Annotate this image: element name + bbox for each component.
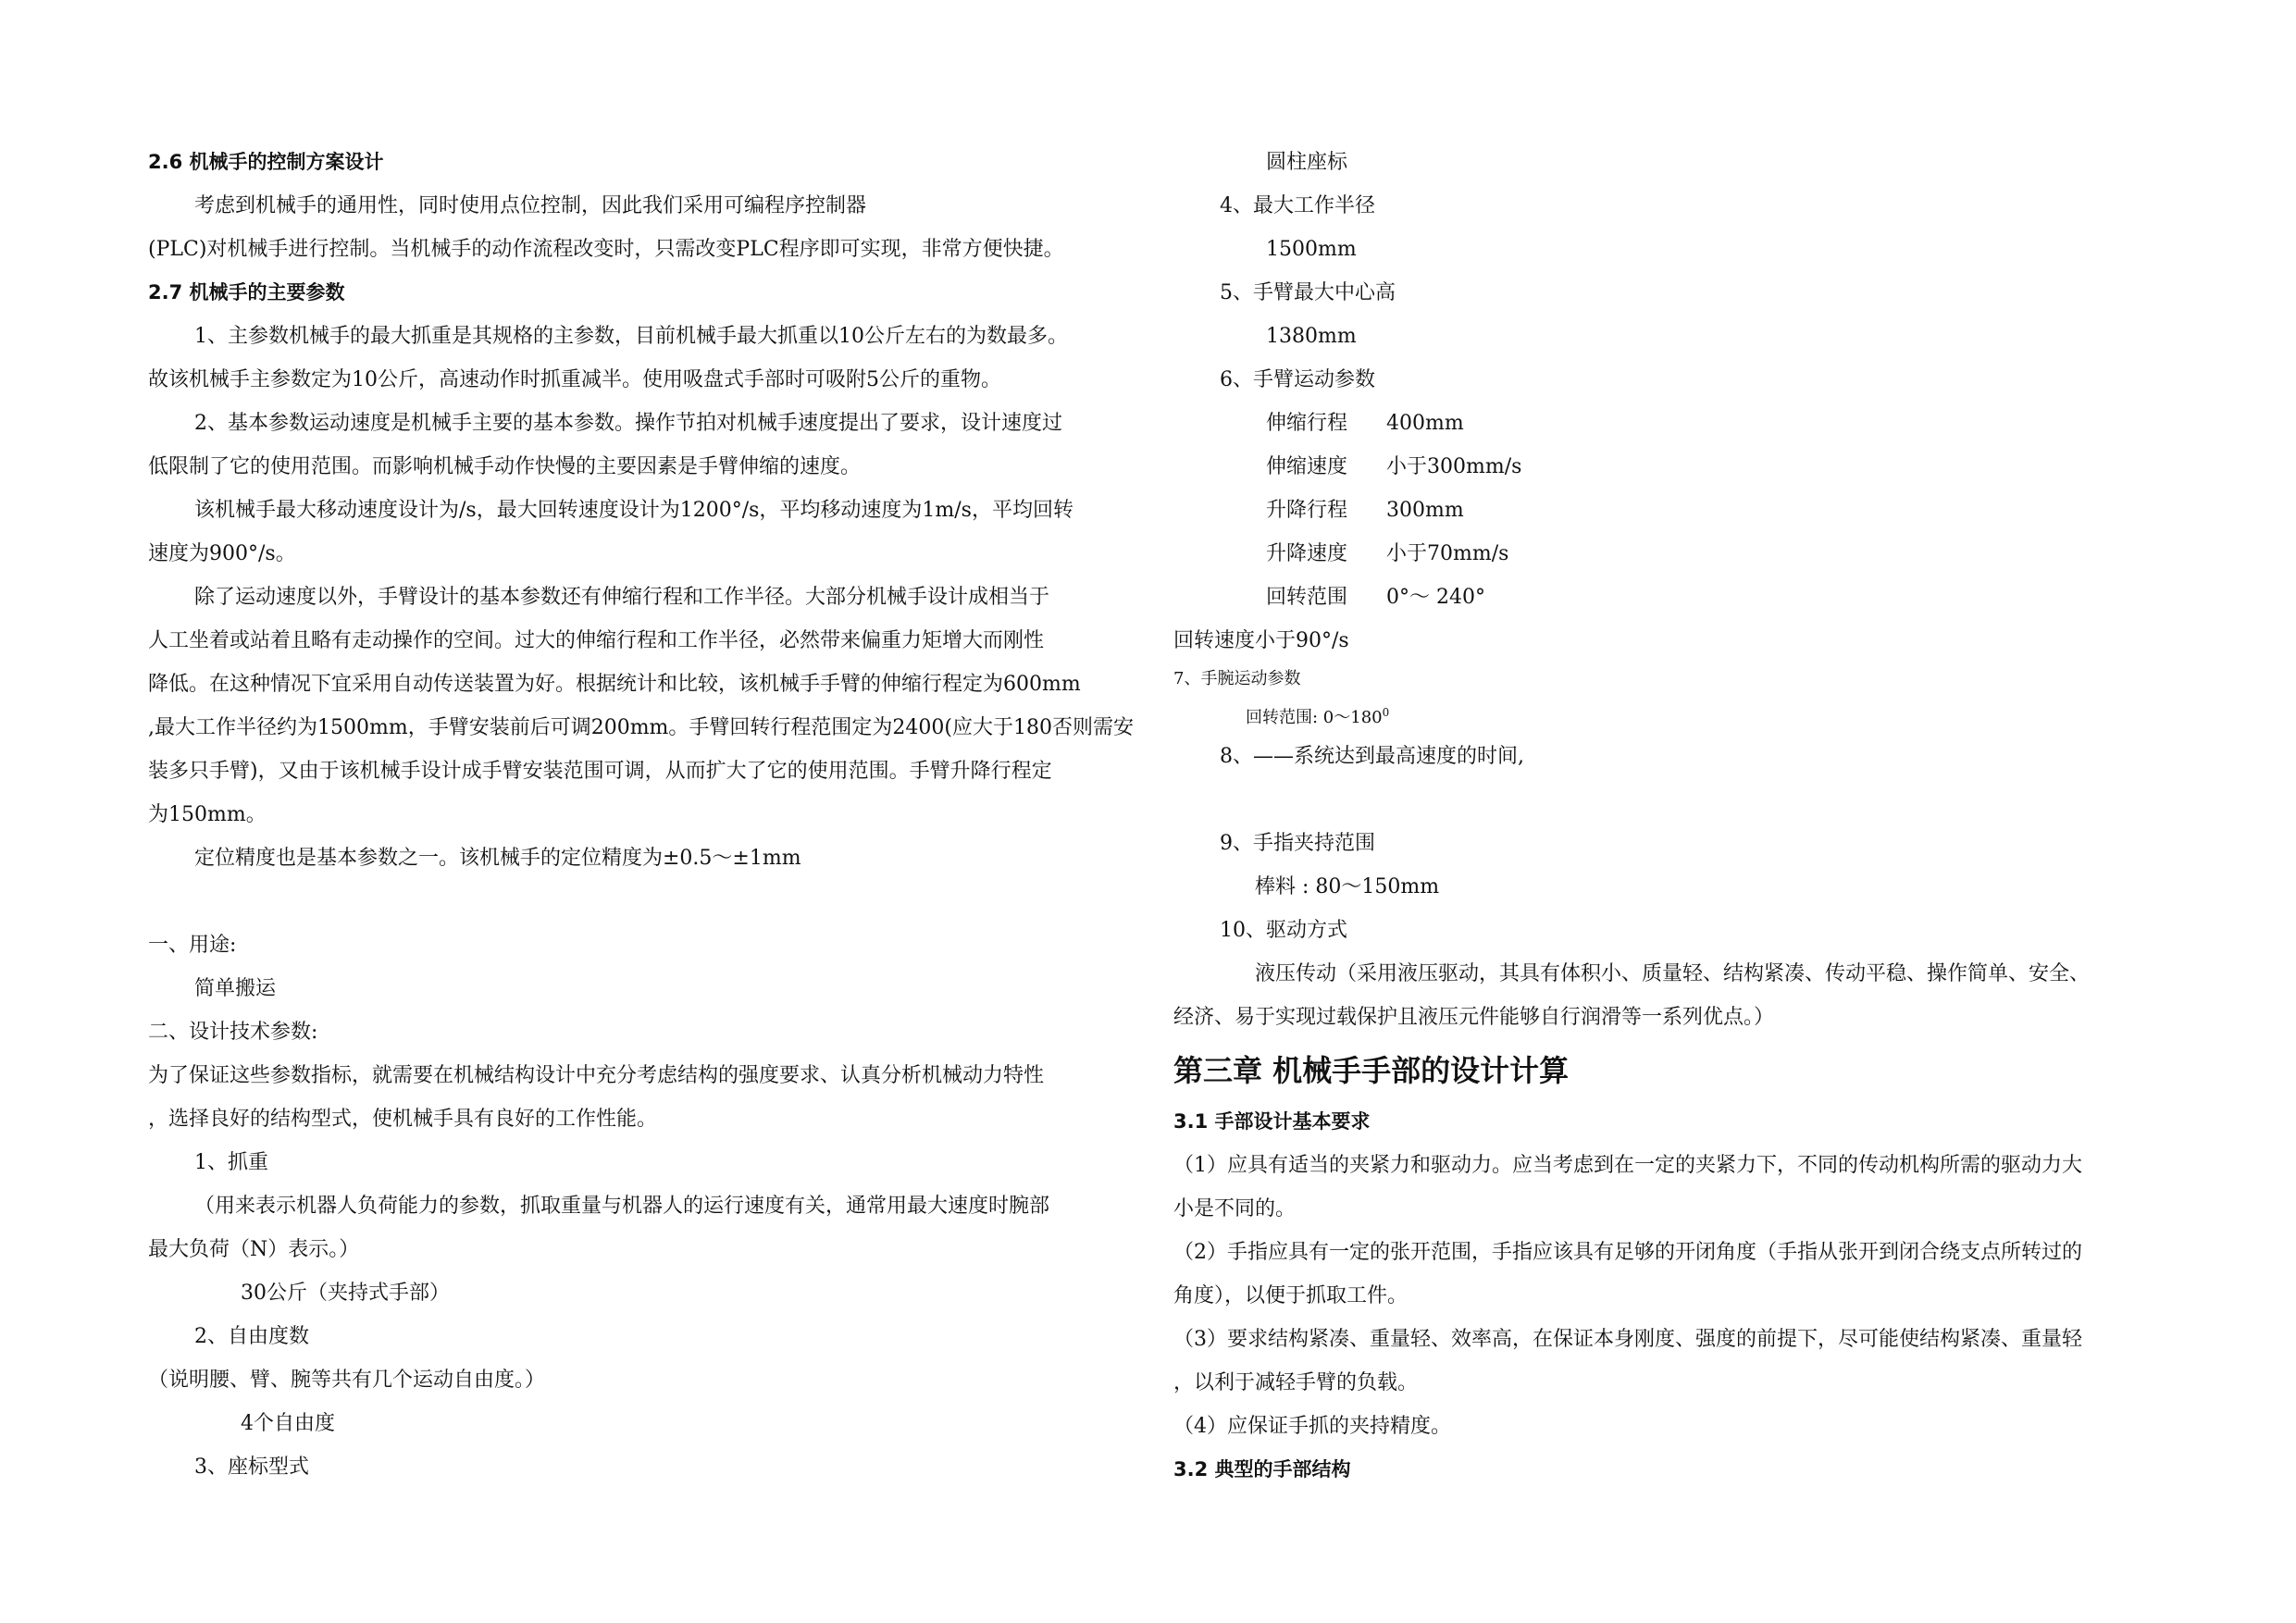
- parameter-name: 伸缩速度: [1266, 455, 1348, 478]
- paragraph: 为了保证这些参数指标，就需要在机械结构设计中充分考虑结构的强度要求、认真分析机械动力特性: [148, 1064, 1045, 1087]
- list-value: 4个自由度: [241, 1412, 335, 1435]
- paragraph: 该机械手最大移动速度设计为/s，最大回转速度设计为1200°/s，平均移动速度为1m/s，平均回转: [194, 499, 1074, 522]
- paragraph: （用来表示机器人负荷能力的参数，抓取重量与机器人的运行速度有关，通常用最大速度时腕部: [194, 1195, 1050, 1218]
- paragraph: （3）要求结构紧凑、重量轻、效率高，在保证本身刚度、强度的前提下，尽可能使结构紧凑、重量轻: [1173, 1328, 2083, 1351]
- section-heading-2-6: 2.6 机械手的控制方案设计: [148, 151, 384, 173]
- paragraph: 低限制了它的使用范围。而影响机械手动作快慢的主要因素是手臂伸缩的速度。: [148, 455, 862, 478]
- paragraph: ，以利于减轻手臂的负载。: [1173, 1371, 1419, 1394]
- list-value: 棒料 : 80～150mm: [1255, 875, 1440, 898]
- list-value: 简单搬运: [194, 977, 277, 1000]
- list-item: 3、座标型式: [194, 1456, 309, 1479]
- paragraph: 定位精度也是基本参数之一。该机械手的定位精度为±0.5～±1mm: [194, 847, 801, 870]
- parameter-value: 小于300mm/s: [1386, 455, 1522, 478]
- paragraph: 考虑到机械手的通用性，同时使用点位控制，因此我们采用可编程序控制器: [194, 194, 867, 217]
- list-value: 30公斤（夹持式手部）: [241, 1282, 450, 1305]
- paragraph: (PLC)对机械手进行控制。当机械手的动作流程改变时，只需改变PLC程序即可实现，非常方便快捷。: [148, 238, 1064, 261]
- paragraph: 角度），以便于抓取工件。: [1173, 1284, 1409, 1307]
- paragraph: 装多只手臂)，又由于该机械手设计成手臂安装范围可调，从而扩大了它的使用范围。手臂升降行程定: [148, 760, 1052, 783]
- parameter-value: 400mm: [1386, 412, 1464, 435]
- paragraph: 速度为900°/s。: [148, 542, 296, 565]
- list-item: 6、手臂运动参数: [1220, 368, 1375, 391]
- list-item: 2、自由度数: [194, 1325, 309, 1348]
- list-item: 1、抓重: [194, 1151, 268, 1174]
- paragraph: 故该机械手主参数定为10公斤，高速动作时抓重减半。使用吸盘式手部时可吸附5公斤的重物。: [148, 368, 1001, 391]
- paragraph: ,最大工作半径约为1500mm，手臂安装前后可调200mm。手臂回转行程范围定为2400(应大于180否则需安: [148, 716, 1134, 739]
- section-heading-3-1: 3.1 手部设计基本要求: [1173, 1110, 1371, 1133]
- paragraph: （2）手指应具有一定的张开范围，手指应该具有足够的开闭角度（手指从张开到闭合绕支点所转过的: [1173, 1241, 2083, 1264]
- rotation-speed: 回转速度小于90°/s: [1173, 629, 1349, 652]
- list-heading-usage: 一、用途:: [148, 934, 237, 957]
- paragraph: （说明腰、臂、腕等共有几个运动自由度。）: [148, 1369, 546, 1392]
- parameter-row: [1173, 402, 2154, 445]
- chapter-title: 第三章 机械手手部的设计计算: [1173, 1053, 1570, 1088]
- spacer: [148, 880, 1129, 923]
- list-item: 10、驱动方式: [1220, 919, 1347, 942]
- parameter-name: 升降行程: [1266, 499, 1348, 522]
- list-item: 9、手指夹持范围: [1220, 832, 1375, 855]
- list-item: 7、手腕运动参数: [1173, 669, 1301, 688]
- paragraph: 液压传动（采用液压驱动，其具有体积小、质量轻、结构紧凑、传动平稳、操作简单、安全、: [1255, 962, 2091, 985]
- parameter-row: [1173, 445, 2154, 489]
- paragraph: （1）应具有适当的夹紧力和驱动力。应当考虑到在一定的夹紧力下，不同的传动机构所需的驱动力大: [1173, 1154, 2083, 1177]
- parameter-name: 升降速度: [1266, 542, 1348, 565]
- parameter-name: 伸缩行程: [1266, 412, 1348, 435]
- paragraph: 2、基本参数运动速度是机械手主要的基本参数。操作节拍对机械手速度提出了要求，设计速度过: [194, 412, 1063, 435]
- paragraph: 降低。在这种情况下宜采用自动传送装置为好。根据统计和比较，该机械手手臂的伸缩行程定为600mm: [148, 673, 1081, 696]
- paragraph: 人工坐着或站着且略有走动操作的空间。过大的伸缩行程和工作半径，必然带来偏重力矩增大而刚性: [148, 629, 1045, 652]
- parameter-row: [1173, 576, 2154, 619]
- degree-superscript: 0: [1382, 706, 1390, 719]
- list-value: 1380mm: [1266, 325, 1357, 348]
- paragraph: 除了运动速度以外，手臂设计的基本参数还有伸缩行程和工作半径。大部分机械手设计成相当于: [194, 586, 1050, 609]
- paragraph: （4）应保证手抓的夹持精度。: [1173, 1415, 1451, 1438]
- paragraph: 最大负荷（N）表示。）: [148, 1238, 360, 1261]
- arm-parameter-list: [1173, 402, 2154, 619]
- parameter-value: 小于70mm/s: [1386, 542, 1509, 565]
- list-item: 4、最大工作半径: [1220, 194, 1375, 217]
- list-item: 5、手臂最大中心高: [1220, 281, 1396, 304]
- list-item: 8、——系统达到最高速度的时间,: [1220, 745, 1524, 768]
- paragraph: ，选择良好的结构型式，使机械手具有良好的工作性能。: [148, 1108, 658, 1131]
- section-heading-3-2: 3.2 典型的手部结构: [1173, 1458, 1351, 1481]
- parameter-row: [1173, 532, 2154, 576]
- list-value: 圆柱座标: [1266, 151, 1348, 174]
- paragraph: 为150mm。: [148, 803, 267, 826]
- paragraph: 小是不同的。: [1173, 1197, 1297, 1220]
- list-heading-parameters: 二、设计技术参数:: [148, 1021, 318, 1044]
- parameter-name: 回转范围: [1266, 586, 1348, 609]
- parameter-value: 300mm: [1386, 499, 1464, 522]
- parameter-value: 0°～ 240°: [1386, 586, 1485, 609]
- section-heading-2-7: 2.7 机械手的主要参数: [148, 281, 345, 304]
- paragraph: 经济、易于实现过载保护且液压元件能够自行润滑等一系列优点。）: [1173, 1006, 1775, 1029]
- list-value: [1173, 696, 2154, 735]
- parameter-row: [1173, 489, 2154, 532]
- wrist-rotation-range: 回转范围: 0～180: [1246, 708, 1383, 727]
- paragraph: 1、主参数机械手的最大抓重是其规格的主参数，目前机械手最大抓重以10公斤左右的为数最多。: [194, 325, 1068, 348]
- spacer: [1173, 778, 2154, 822]
- right-column: [1173, 141, 2154, 1492]
- left-column: [148, 141, 1134, 1489]
- list-value: 1500mm: [1266, 238, 1357, 261]
